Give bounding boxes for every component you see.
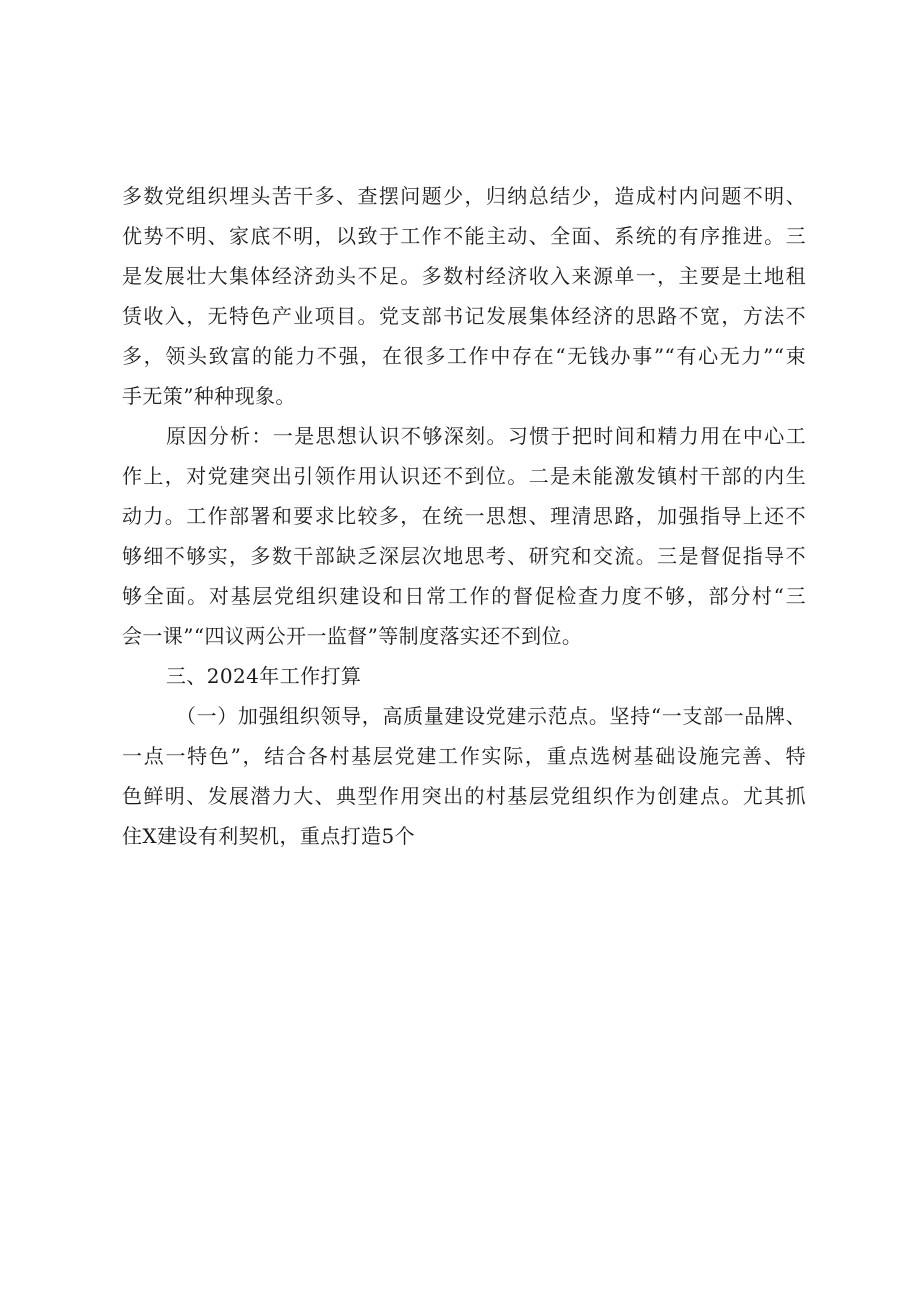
text-line: 优势不明、家底不明，以致于工作不能主动、全面、系统的有序推进。三: [122, 224, 806, 248]
paragraph-work-plan: [122, 696, 806, 856]
text-line: 是发展壮大集体经济劲头不足。多数村经济收入来源单一，主要是土地租: [122, 264, 806, 288]
paragraph-cause-analysis: [122, 416, 806, 656]
paragraph-problems: [122, 176, 806, 416]
text-line: 作上，对党建突出引领作用认识还不到位。二是未能激发镇村干部的内生: [122, 464, 806, 488]
text-line: 原因分析：一是思想认识不够深刻。习惯于把时间和精力用在中心工: [166, 424, 806, 448]
text-line: 赁收入，无特色产业项目。党支部书记发展集体经济的思路不宽，方法不: [122, 304, 806, 328]
text-line: 够全面。对基层党组织建设和日常工作的督促检查力度不够，部分村“三: [122, 584, 806, 608]
text-line: 色鲜明、发展潜力大、典型作用突出的村基层党组织作为创建点。尤其抓: [122, 784, 806, 808]
text-line: 一点一特色”，结合各村基层党建工作实际，重点选树基础设施完善、特: [122, 744, 806, 768]
text-line: 手无策”种种现象。: [122, 384, 296, 408]
text-line: 够细不够实，多数干部缺乏深层次地思考、研究和交流。三是督促指导不: [122, 544, 806, 568]
document-body: [122, 176, 806, 856]
text-line: 会一课”“四议两公开一监督”等制度落实还不到位。: [122, 624, 583, 648]
text-line: 住X建设有利契机，重点打造5个: [122, 824, 415, 848]
section-heading: 三、2024年工作打算: [166, 664, 362, 688]
text-line: 多，领头致富的能力不强，在很多工作中存在“无钱办事”“有心无力”“束: [122, 344, 806, 368]
text-line: （一）加强组织领导，高质量建设党建示范点。坚持“一支部一品牌、: [176, 704, 806, 728]
text-line: 动力。工作部署和要求比较多，在统一思想、理清思路，加强指导上还不: [122, 504, 806, 528]
text-line: 多数党组织埋头苦干多、查摆问题少，归纳总结少，造成村内问题不明、: [122, 184, 806, 208]
